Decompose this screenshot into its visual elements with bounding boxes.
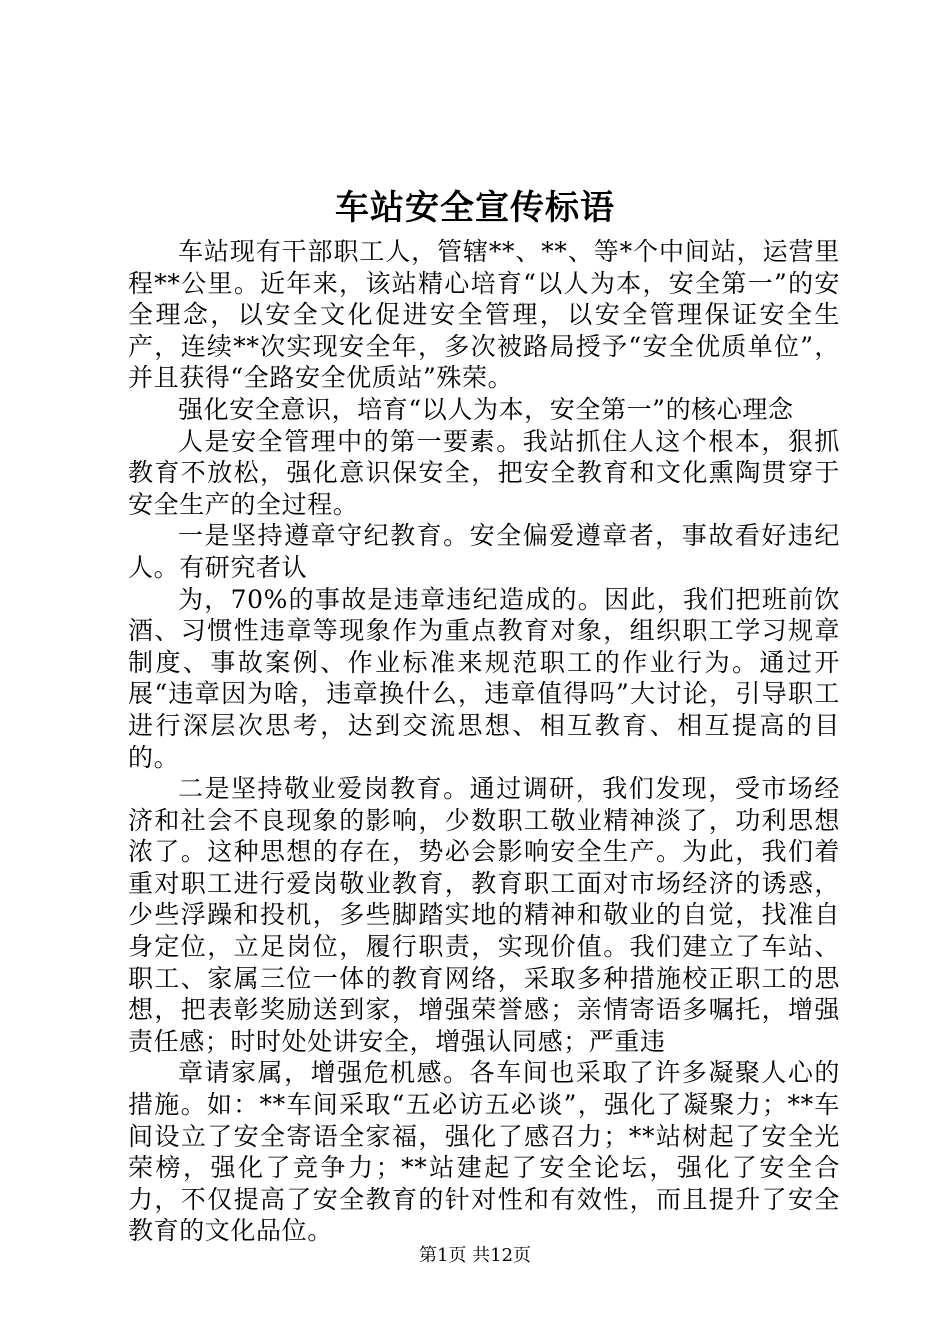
paragraph-point-one: 一是坚持遵章守纪教育。安全偏爱遵章者，事故看好违纪人。有研究者认 [128,521,840,582]
document-body [128,236,840,1247]
document-title: 车站安全宣传标语 [335,188,615,228]
page-footer: 第1页 共12页 [418,1245,532,1266]
paragraph-point-one-continued: 为，70%的事故是违章违纪造成的。因此，我们把班前饮酒、习惯性违章等现象作为重点教育对象，组织职工学习规章制度、事故案例、作业标准来规范职工的作业行为。通过开展“违章因为啥，违章换什么，违章值得吗”大讨论，引导职工进行深层次思考，达到交流思想、相互教育、相互提高的目的。 [128,584,840,772]
paragraph-intro: 车站现有干部职工人，管辖**、**、等*个中间站，运营里程**公里。近年来，该站精心培育“以人为本，安全第一”的安全理念，以安全文化促进安全管理，以安全管理保证安全生产，连续**次实现安全年，多次被路局授予“安全优质单位”，并且获得“全路安全优质站”殊荣。 [128,237,840,393]
paragraph-point-two: 二是坚持敬业爱岗教育。通过调研，我们发现，受市场经济和社会不良现象的影响，少数职工敬业精神淡了，功利思想浓了。这种思想的存在，势必会影响安全生产。为此，我们着重对职工进行爱岗敬业教育，教育职工面对市场经济的诱惑，少些浮躁和投机，多些脚踏实地的精神和敬业的自觉，找准自身定位，立足岗位，履行职责，实现价值。我们建立了车站、职工、家属三位一体的教育网络，采取多种措施校正职工的思想，把表彰奖励送到家，增强荣誉感；亲情寄语多嘱托，增强责任感；时时处处讲安全，增强认同感；严重违 [128,774,840,1056]
paragraph-heading: 强化安全意识，培育“以人为本，安全第一”的核心理念 [178,394,794,424]
paragraph-point-two-continued: 章请家属，增强危机感。各车间也采取了许多凝聚人心的措施。如：**车间采取“五必访五必谈”，强化了凝聚力；**车间设立了安全寄语全家福，强化了感召力；**站树起了安全光荣榜，强化了竞争力；**站建起了安全论坛，强化了安全合力，不仅提高了安全教育的针对性和有效性，而且提升了安全教育的文化品位。 [128,1058,840,1246]
paragraph-people-first: 人是安全管理中的第一要素。我站抓住人这个根本，狠抓教育不放松，强化意识保安全，把安全教育和文化熏陶贯穿于安全生产的全过程。 [128,426,840,519]
